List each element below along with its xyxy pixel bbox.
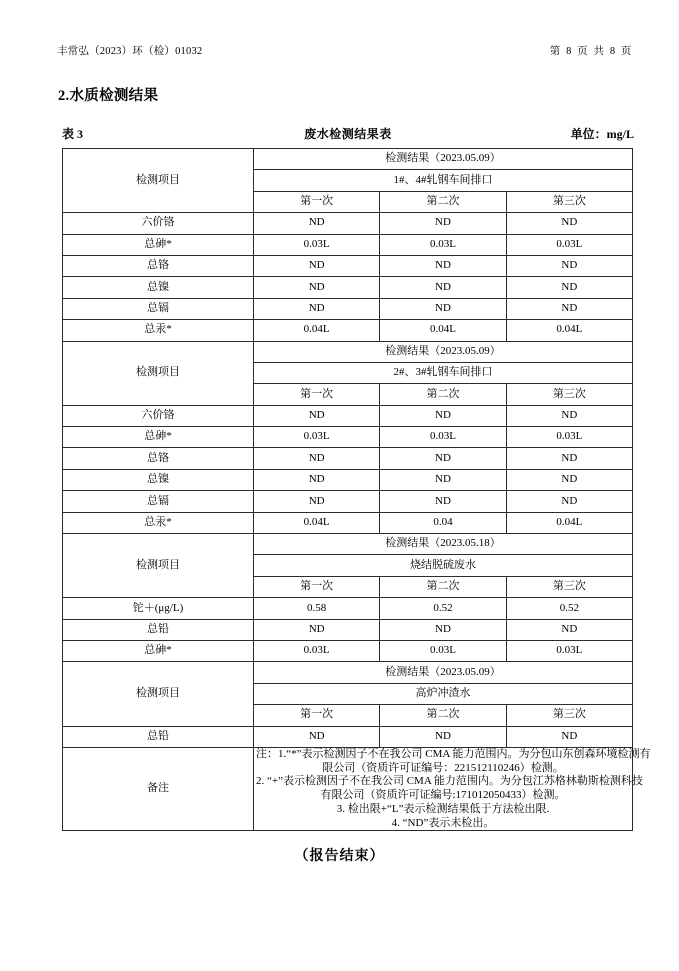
measurement-value: 0.04L [506,320,632,341]
round-header-2: 第二次 [380,191,506,212]
table-row [63,405,633,426]
table-row [63,726,633,747]
measurement-value: ND [506,726,632,747]
block-header-row [63,341,633,362]
table-row [63,469,633,490]
measurement-value: 0.03L [254,427,380,448]
parameter-name: 总汞* [63,320,254,341]
measurement-value: 0.03L [506,234,632,255]
table-body [63,149,651,831]
block-header-row [63,149,633,170]
measurement-value: ND [380,469,506,490]
measurement-value: 0.52 [380,598,506,619]
parameter-name: 总铅 [63,726,254,747]
measurement-value: 0.58 [254,598,380,619]
measurement-value: ND [254,448,380,469]
measurement-value: 0.04L [254,320,380,341]
measurement-value: 0.04 [380,512,506,533]
report-end-text: （报告结束） [294,849,385,864]
section-heading: 2.水质检测结果 [58,88,159,104]
parameter-name: 六价铬 [63,213,254,234]
outlet-name: 2#、3#轧钢车间排口 [254,362,633,383]
table-title: 废水检测结果表 [304,127,392,141]
measurement-value: ND [254,469,380,490]
measurement-value: ND [380,405,506,426]
measurement-value: ND [254,277,380,298]
parameter-name: 总砷* [63,640,254,661]
table-row [63,640,633,661]
measurement-value: 0.03L [254,234,380,255]
round-header-3: 第三次 [506,576,632,597]
measurement-value: ND [506,491,632,512]
result-date-header: 检测结果（2023.05.18） [254,534,633,555]
measurement-value: 0.52 [506,598,632,619]
measurement-value: 0.04L [254,512,380,533]
measurement-value: 0.03L [380,640,506,661]
measurement-value: ND [254,726,380,747]
table-number: 表 3 [62,127,84,141]
parameter-name: 总铅 [63,619,254,640]
table-row [63,619,633,640]
measurement-value: 0.03L [506,640,632,661]
round-header-1: 第一次 [254,705,380,726]
measurement-value: ND [254,213,380,234]
measurement-value: ND [380,726,506,747]
item-column-header: 检测项目 [63,341,254,405]
round-header-3: 第三次 [506,191,632,212]
note-line-4: 有限公司（资质许可证编号:171012050433）检测。 [320,789,566,802]
table-unit: 单位：mg/L [570,127,634,141]
measurement-value: ND [506,448,632,469]
note-line-5: 3. 检出限+“L”表示检测结果低于方法检出限. [336,802,550,815]
parameter-name: 总镍 [63,277,254,298]
measurement-value: ND [254,405,380,426]
parameter-name: 总汞* [63,512,254,533]
table-row [63,213,633,234]
measurement-value: 0.03L [506,427,632,448]
wastewater-results-table [62,148,651,831]
measurement-value: ND [380,298,506,319]
round-header-1: 第一次 [254,384,380,405]
table-row [63,320,633,341]
outlet-name: 1#、4#轧钢车间排口 [254,170,633,191]
parameter-name: 总砷* [63,427,254,448]
notes-row [63,747,633,831]
note-line-3: 2. “+”表示检测因子不在我公司 CMA 能力范围内。为分包江苏格林勒斯检测科技 [256,775,643,788]
measurement-value: ND [506,277,632,298]
measurement-value: ND [506,405,632,426]
measurement-value: 0.03L [380,427,506,448]
measurement-value: ND [380,491,506,512]
note-line-6: 4. “ND”表示未检出。 [391,816,495,829]
page-number: 第 8 页 共 8 页 [549,46,633,57]
parameter-name: 总铬 [63,448,254,469]
measurement-value: ND [380,619,506,640]
outlet-name: 烧结脱硫废水 [254,555,633,576]
item-column-header: 检测项目 [63,149,254,213]
round-header-2: 第二次 [380,384,506,405]
result-date-header: 检测结果（2023.05.09） [254,149,633,170]
result-date-header: 检测结果（2023.05.09） [254,341,633,362]
table-row [63,234,633,255]
parameter-name: 六价铬 [63,405,254,426]
measurement-value: ND [254,298,380,319]
table-row [63,255,633,276]
round-header-3: 第三次 [506,384,632,405]
table-row [63,427,633,448]
note-line-1: 注：1.“*”表示检测因子不在我公司 CMA 能力范围内。为分包山东创森环境检测有 [256,747,651,760]
measurement-value: ND [506,255,632,276]
parameter-name: 总镉 [63,491,254,512]
measurement-value: ND [506,619,632,640]
table-row [63,277,633,298]
measurement-value: ND [380,448,506,469]
measurement-value: ND [380,213,506,234]
table-row [63,512,633,533]
notes-label: 备注 [63,747,254,831]
table-row [63,448,633,469]
measurement-value: 0.04L [506,512,632,533]
round-header-2: 第二次 [380,705,506,726]
table-caption [62,125,634,142]
block-header-row [63,662,633,683]
document-number: 丰常弘（2023）环（检）01032 [57,46,203,57]
table-row [63,491,633,512]
table-row [63,598,633,619]
parameter-name: 总镉 [63,298,254,319]
measurement-value: ND [254,255,380,276]
measurement-value: ND [254,619,380,640]
round-header-1: 第一次 [254,191,380,212]
round-header-3: 第三次 [506,705,632,726]
outlet-name: 高炉冲渣水 [254,683,633,704]
round-header-1: 第一次 [254,576,380,597]
round-header-2: 第二次 [380,576,506,597]
measurement-value: ND [506,469,632,490]
notes-body [254,747,651,831]
item-column-header: 检测项目 [63,534,254,598]
measurement-value: 0.03L [254,640,380,661]
note-line-2: 限公司（资质许可证编号：221512110246）检测。 [322,761,564,774]
measurement-value: ND [380,277,506,298]
block-header-row [63,534,633,555]
measurement-value: 0.03L [380,234,506,255]
parameter-name: 铊＋(μg/L) [63,598,254,619]
measurement-value: ND [506,213,632,234]
measurement-value: ND [254,491,380,512]
parameter-name: 总砷* [63,234,254,255]
parameter-name: 总铬 [63,255,254,276]
document-header [57,43,633,58]
table-row [63,298,633,319]
measurement-value: ND [506,298,632,319]
result-date-header: 检测结果（2023.05.09） [254,662,633,683]
parameter-name: 总镍 [63,469,254,490]
measurement-value: ND [380,255,506,276]
item-column-header: 检测项目 [63,662,254,726]
measurement-value: 0.04L [380,320,506,341]
